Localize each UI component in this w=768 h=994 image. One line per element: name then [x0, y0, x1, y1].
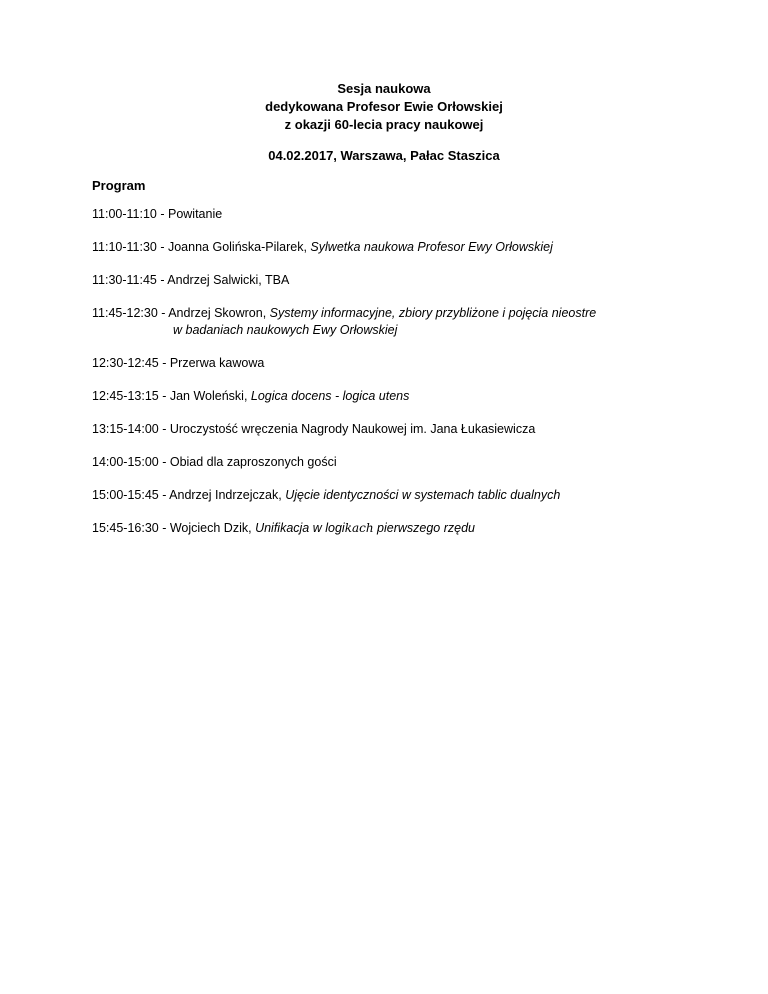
- agenda-item: [92, 421, 732, 438]
- agenda-speaker: Andrzej Indrzejczak,: [169, 488, 286, 502]
- agenda-time: 12:45-13:15 -: [92, 389, 170, 403]
- header-line-1: Sesja naukowa: [337, 81, 431, 96]
- agenda-talk-title-serif-fragment: kach: [344, 521, 374, 535]
- agenda-text: Uroczystość wręczenia Nagrody Naukowej im. Jana Łukasiewicza: [169, 422, 536, 436]
- agenda-text: Obiad dla zaproszonych gości: [169, 455, 337, 469]
- agenda-time: 11:45-12:30 -: [92, 306, 169, 320]
- agenda-item: [92, 206, 732, 223]
- date-location-line: 04.02.2017, Warszawa, Pałac Staszica: [268, 148, 500, 163]
- agenda-speaker: Wojciech Dzik,: [169, 521, 256, 535]
- agenda-time: 15:45-16:30 -: [92, 521, 170, 535]
- agenda-time: 11:10-11:30 -: [92, 240, 168, 254]
- agenda-time: 13:15-14:00 -: [92, 422, 170, 436]
- agenda-item: [92, 305, 732, 339]
- agenda-item: [92, 454, 732, 471]
- agenda-time: 12:30-12:45 -: [92, 356, 170, 370]
- agenda-time: 15:00-15:45 -: [92, 488, 170, 502]
- agenda-talk-title: Ujęcie identyczności w systemach tablic dualnych: [285, 488, 561, 502]
- agenda-talk-title: Logica docens - logica utens: [250, 389, 410, 403]
- agenda-time: 11:00-11:10 -: [92, 207, 168, 221]
- agenda-item: [92, 487, 732, 504]
- agenda-talk-title-end: pierwszego rzędu: [373, 521, 476, 535]
- agenda-time: 14:00-15:00 -: [92, 455, 170, 469]
- agenda-speaker: Jan Woleński,: [169, 389, 251, 403]
- agenda-speaker: Andrzej Skowron,: [168, 306, 270, 320]
- program-heading: Program: [92, 178, 146, 193]
- agenda-item: [92, 388, 732, 405]
- agenda-talk-title: Unifikacja w logi: [255, 521, 345, 535]
- agenda-item: [92, 520, 732, 537]
- agenda-item: [92, 355, 732, 372]
- agenda-text: Powitanie: [167, 207, 223, 221]
- agenda-talk-title: Sylwetka naukowa Profesor Ewy Orłowskiej: [310, 240, 553, 254]
- agenda-talk-title: Systemy informacyjne, zbiory przybliżone i pojęcia nieostre: [269, 306, 597, 320]
- agenda-speaker: Joanna Golińska-Pilarek,: [167, 240, 311, 254]
- session-header: [0, 80, 768, 134]
- header-line-2: dedykowana Profesor Ewie Orłowskiej: [265, 99, 503, 114]
- agenda-talk-title-continuation: w badaniach naukowych Ewy Orłowskiej: [173, 323, 398, 337]
- agenda-list: [92, 206, 732, 553]
- header-line-3: z okazji 60-lecia pracy naukowej: [284, 117, 484, 132]
- agenda-text: Przerwa kawowa: [169, 356, 265, 370]
- agenda-item: [92, 272, 732, 289]
- agenda-time: 11:30-11:45 -: [92, 273, 168, 287]
- agenda-item: [92, 239, 732, 256]
- agenda-speaker: Andrzej Salwicki, TBA: [167, 273, 290, 287]
